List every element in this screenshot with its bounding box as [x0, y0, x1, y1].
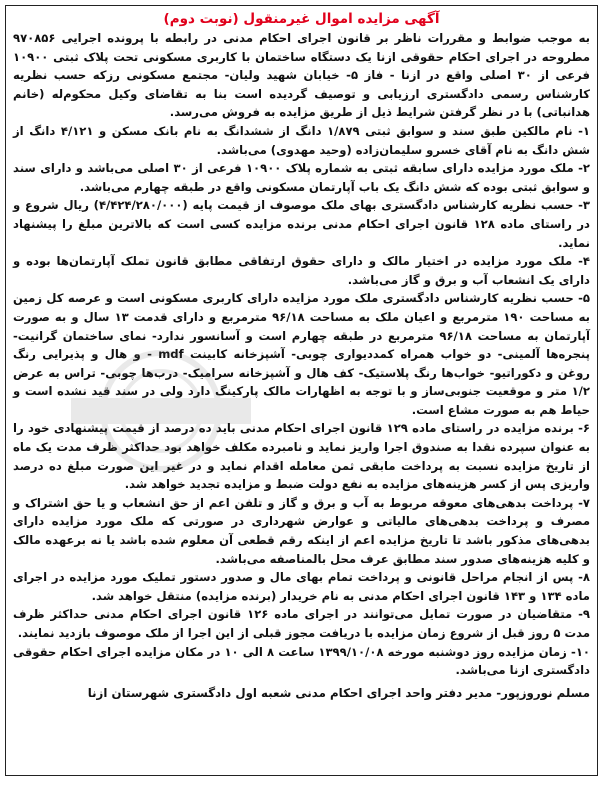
clause-10-time: ۱۰- زمان مزایده روز دوشنبه مورخه ۱۳۹۹/۱۰/۰۸ ساعت ۸ الی ۱۰ در مکان مزایده اجرای احکام حقوقی دادگستری ازنا می‌باشد.: [13, 644, 590, 678]
clause-5-description: ۵- حسب نظریه کارشناس دادگستری ملک مورد مزایده دارای کاربری مسکونی است و عرصه کل زمین به مساحت ۱۹۰ مترمربع و اعیان ملک به مساحت ۹۶/۱۸ مترمربع و دارای قدمت ۱۳ سال و به صورت آپارتمان به مساحت ۹۶/۱۸ مترمربع در طبقه چهارم است و آسانسور ندارد- نمای ساختمان گرانیت- پنجره‌ها آلمینی- دو خواب همراه کمددیواری چوبی- آشپزخانه کابینت mdf - و هال و پذیرایی رنگ روغن و دکوراتیو- خواب‌ها رنگ پلاستیک- کف هال و آشپزخانه سرامیک- درب‌ها چوبی- تراس به عرض ۱/۲ متر و موقعیت جنوبی‌ساز و با توجه به اظهارات مالک پارکینگ دارد ولی در سند قید نشده است و حیاط هم به صورت مشاع است.: [13, 291, 591, 417]
notice-title: آگهی مزایده اموال غیرمنقول (نوبت دوم): [163, 11, 440, 27]
clause-1-owners: ۱- نام مالکین طبق سند و سوابق ثبتی ۱/۸۷۹ دانگ از ششدانگ به نام بانک مسکن و ۴/۱۲۱ دانگ از شش دانگ به نام آقای خسرو سلیمان‌زاده (وحید مهدوی) می‌باشد.: [13, 123, 590, 157]
intro-paragraph: به موجب ضوابط و مقررات ناظر بر قانون اجرای احکام مدنی در رابطه با پرونده اجرایی ۹۷۰۸۵۶ مطروحه در اجرای احکام حقوقی ازنا یک دستگاه ساختمان با کاربری مسکونی تحت پلاک ثبتی ۱۰۹۰۰ فرعی از ۳۰ اصلی واقع در ازنا - فاز ۵- خیابان شهید ولیان- مجتمع مسکونی رزکه حسب نظریه کارشناس رسمی دادگستری ارزیابی و توصیف گردیده است بنا به تقاضای وکیل محکوم‌له (خانم هدانباتی) با در نظر گرفتن شرایط ذیل از طریق مزایده به فروش می‌رسد.: [13, 31, 590, 120]
signature-line: مسلم نوروزپور- مدیر دفتر واحد اجرای احکام مدنی شعبه اول دادگستری شهرستان ازنا: [87, 685, 590, 700]
clause-7-debts: ۷- پرداخت بدهی‌های معوقه مربوط به آب و برق و گاز و تلفن اعم از حق انشعاب و یا حق اشتراک و مصرف و پرداخت بدهی‌های مالیاتی و عوارض شهرداری در صورتی که ملک مورد مزایده دارای بدهی‌های مذکور باشد تا تاریخ مزایده اعم از اینکه رقم قطعی آن معلوم شده باشد یا نه برعهده مالک و کلیه هزینه‌های صدور سند مطابق عرف محل بالمناصفه می‌باشد.: [13, 495, 590, 566]
clause-2-registration: ۲- ملک مورد مزایده دارای سابقه ثبتی به شماره پلاک ۱۰۹۰۰ فرعی از ۳۰ اصلی می‌باشد و دارای سند و سوابق ثبتی بوده که شش دانگ یک باب آپارتمان مسکونی واقع در طبقه چهارم می‌باشد.: [13, 161, 590, 194]
clause-4-utilities: ۴- ملک مورد مزایده در اختیار مالک و دارای حقوق ارتفاقی مطابق قانون تملک آپارتمان‌ها بوده و دارای یک انشعاب آب و برق و گاز می‌باشد.: [13, 254, 590, 287]
clause-6-deposit: ۶- برنده مزایده در راستای ماده ۱۲۹ قانون اجرای احکام مدنی باید ده درصد از قیمت پیشنهادی خود را به عنوان سپرده نقدا به صندوق اجرا واریز نماید و نامبرده مکلف خواهد بود حداکثر ظرف مدت یک ماه از تاریخ مزایده نسبت به پرداخت مابقی ثمن معامله اقدام نماید و در غیر این صورت مبلغ ده درصد واریزی پس از کسر هزینه‌های مزایده به نفع دولت ضبط و مزایده تجدید خواهد شد.: [13, 421, 590, 492]
clause-9-visit: ۹- متقاضیان در صورت تمایل می‌توانند در اجرای ماده ۱۲۶ قانون اجرای احکام مدنی حداکثر ظرف مدت ۵ روز قبل از شروع زمان مزایده با دریافت مجوز قبلی از این اجرا از ملک موصوف بازدید نمایند.: [13, 607, 590, 640]
clause-3-base-price: ۳- حسب نظریه کارشناس دادگستری بهای ملک موصوف از قیمت پایه (۴/۴۲۴/۲۸۰/۰۰۰) ریال شروع و در راستای ماده ۱۲۸ قانون اجرای احکام مدنی برنده مزایده کسی است که بالاترین مبلغ را پیشنهاد نماید.: [13, 198, 590, 250]
clause-8-transfer: ۸- پس از انجام مراحل قانونی و پرداخت تمام بهای مال و صدور دستور تملیک مورد مزایده در اجرای ماده ۱۳۴ و ۱۴۳ قانون اجرای احکام مدنی به نام خریدار (برنده مزایده) منتقل خواهد شد.: [13, 570, 590, 603]
auction-notice: [5, 5, 598, 776]
